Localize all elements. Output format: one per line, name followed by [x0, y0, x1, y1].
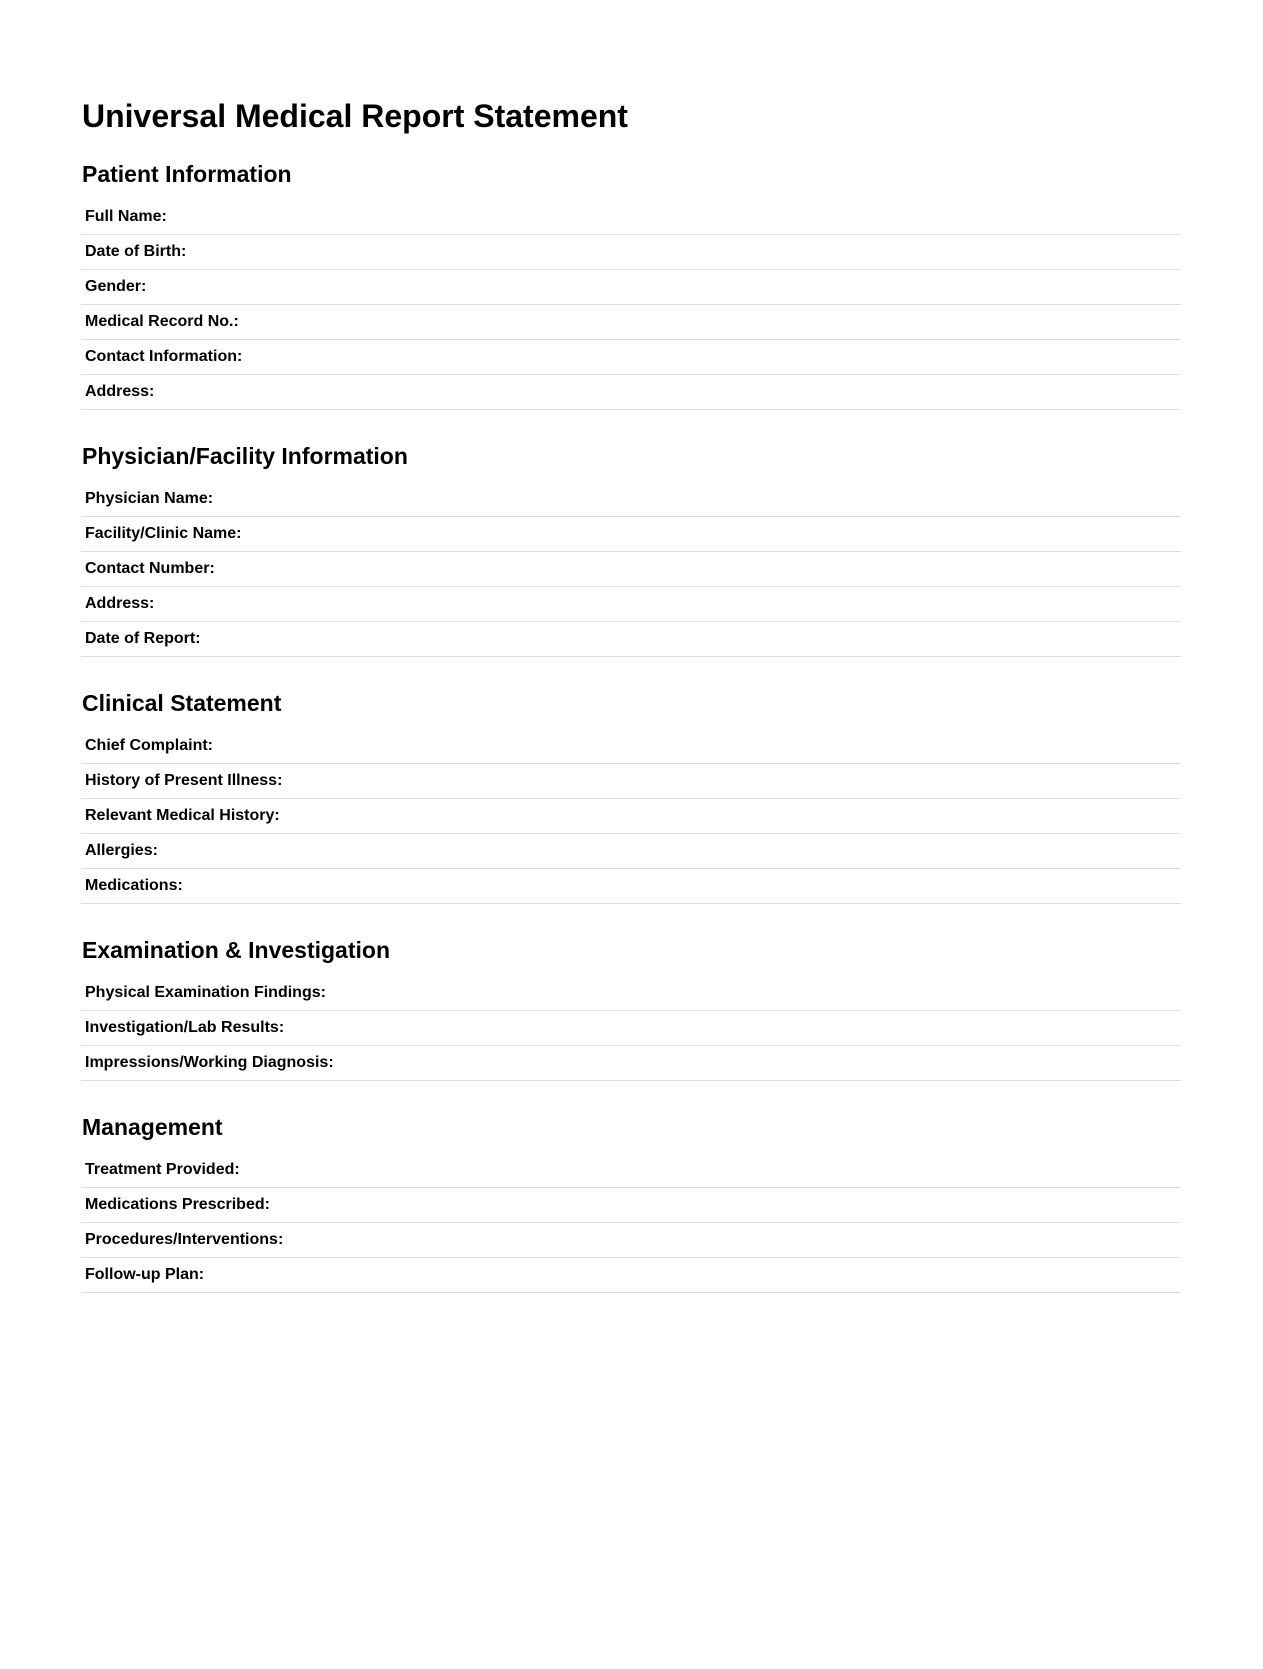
- field-row: [81, 375, 1181, 410]
- section-heading: Physician/Facility Information: [82, 443, 408, 469]
- field-row: [81, 1046, 1181, 1081]
- field-label: Physician Name:: [85, 490, 214, 507]
- field-row: [81, 622, 1181, 657]
- field-label: Full Name:: [85, 208, 167, 225]
- field-label: Address:: [85, 595, 155, 612]
- field-row: [81, 1258, 1181, 1293]
- field-label: Address:: [85, 383, 155, 400]
- field-row: [81, 1011, 1181, 1046]
- field-label: Impressions/Working Diagnosis:: [85, 1054, 334, 1071]
- field-row: [81, 552, 1181, 587]
- field-label: Date of Report:: [85, 630, 201, 647]
- field-row: [81, 587, 1181, 622]
- field-label: Medical Record No.:: [85, 313, 239, 330]
- field-label: Contact Information:: [85, 348, 243, 365]
- field-label: Medications Prescribed:: [85, 1196, 270, 1213]
- section-clinical-statement: [81, 688, 1181, 904]
- field-label: Facility/Clinic Name:: [85, 525, 242, 542]
- field-label: Gender:: [85, 278, 147, 295]
- field-label: Investigation/Lab Results:: [85, 1019, 285, 1036]
- section-physician-facility-information: [81, 441, 1181, 657]
- section-heading: Examination & Investigation: [82, 937, 390, 963]
- field-list: [81, 482, 1181, 657]
- field-label: Chief Complaint:: [85, 737, 213, 754]
- field-list: [81, 200, 1181, 410]
- field-label: Date of Birth:: [85, 243, 187, 260]
- field-label: Medications:: [85, 877, 183, 894]
- field-row: [81, 235, 1181, 270]
- field-list: [81, 729, 1181, 904]
- section-patient-information: [81, 159, 1181, 410]
- field-row: [81, 305, 1181, 340]
- field-row: [81, 1223, 1181, 1258]
- field-row: [81, 729, 1181, 764]
- field-label: Treatment Provided:: [85, 1161, 240, 1178]
- section-heading: Patient Information: [82, 161, 292, 187]
- section-heading: Management: [82, 1114, 223, 1140]
- field-row: [81, 270, 1181, 305]
- section-examination-investigation: [81, 935, 1181, 1081]
- field-list: [81, 1153, 1181, 1293]
- field-list: [81, 976, 1181, 1081]
- field-row: [81, 976, 1181, 1011]
- field-row: [81, 834, 1181, 869]
- field-row: [81, 200, 1181, 235]
- field-label: Contact Number:: [85, 560, 215, 577]
- section-management: [81, 1112, 1181, 1293]
- section-heading: Clinical Statement: [82, 690, 282, 716]
- field-row: [81, 482, 1181, 517]
- field-label: Procedures/Interventions:: [85, 1231, 284, 1248]
- field-row: [81, 1188, 1181, 1223]
- field-row: [81, 869, 1181, 904]
- field-label: History of Present Illness:: [85, 772, 283, 789]
- field-row: [81, 764, 1181, 799]
- page-title: Universal Medical Report Statement: [82, 98, 628, 134]
- field-row: [81, 340, 1181, 375]
- field-row: [81, 1153, 1181, 1188]
- field-label: Physical Examination Findings:: [85, 984, 326, 1001]
- field-label: Allergies:: [85, 842, 158, 859]
- field-label: Follow-up Plan:: [85, 1266, 205, 1283]
- field-row: [81, 517, 1181, 552]
- field-row: [81, 799, 1181, 834]
- field-label: Relevant Medical History:: [85, 807, 280, 824]
